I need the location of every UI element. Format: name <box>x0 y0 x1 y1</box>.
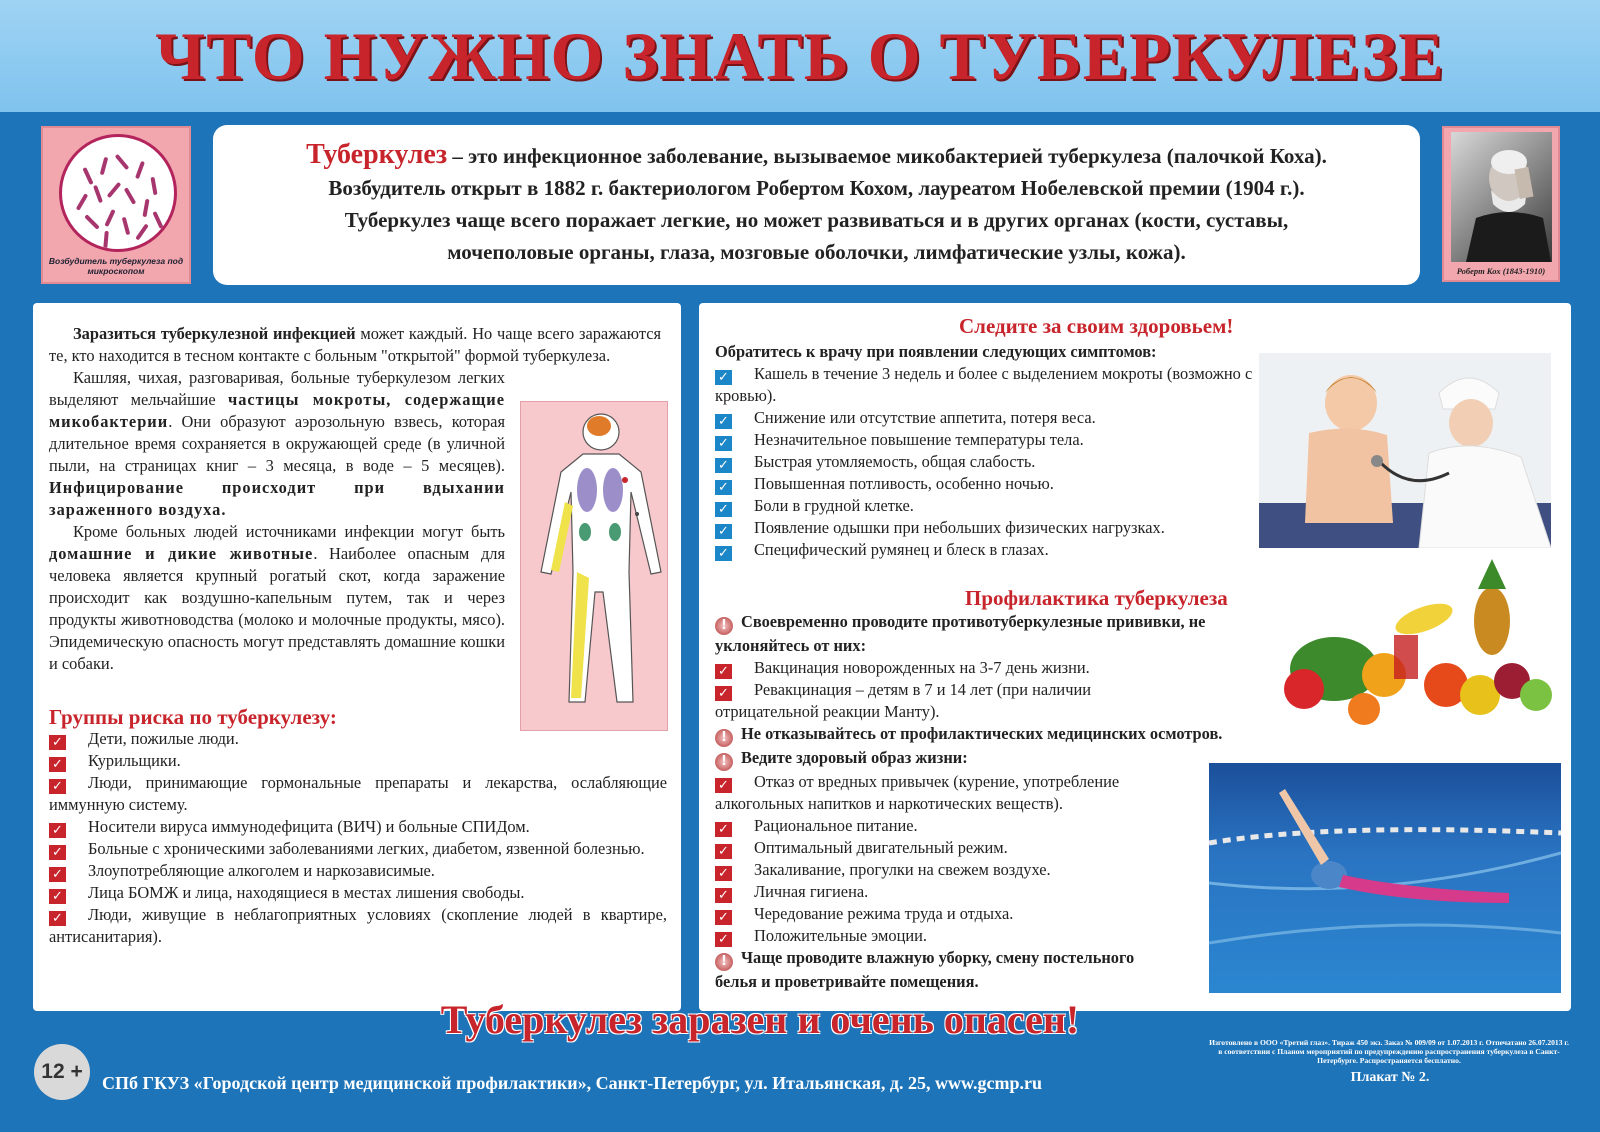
prevention-heading: Профилактика туберкулеза <box>965 586 1228 610</box>
lifestyle-item: ✓ Личная гигиена. <box>715 881 1275 903</box>
lifestyle-item: ✓ Оптимальный двигательный режим. <box>715 837 1275 859</box>
checkbox-icon: ✓ <box>49 911 66 926</box>
koch-caption: Роберт Кох (1843-1910) <box>1456 266 1546 276</box>
risk-item: ✓ Больные с хроническими заболеваниями легких, диабетом, язвенной болезнью. <box>49 838 667 860</box>
checkbox-icon: ✓ <box>715 524 732 539</box>
checkbox-icon: ✓ <box>715 910 732 925</box>
checkbox-icon: ✓ <box>49 889 66 904</box>
doctor-child-photo <box>1259 353 1551 548</box>
checkbox-icon: ✓ <box>715 414 732 429</box>
checkbox-icon: ✓ <box>715 932 732 947</box>
checkbox-icon: ✓ <box>715 866 732 881</box>
risk-item: ✓ Люди, живущие в неблагоприятных условиях (скопление людей в квартире, антисанитария). <box>49 905 667 946</box>
exclamation-icon: ! <box>715 729 733 747</box>
swimmer-photo <box>1209 763 1561 993</box>
transmission-panel <box>33 303 681 1011</box>
definition-term: Туберкулез <box>306 139 448 170</box>
checkbox-icon: ✓ <box>49 823 66 838</box>
koch-portrait-box <box>1442 126 1560 282</box>
symptom-item: ✓ Боли в грудной клетке. <box>715 495 1260 517</box>
page-title: ЧТО НУЖНО ЗНАТЬ О ТУБЕРКУЛЕЗЕ <box>155 17 1445 94</box>
checkbox-icon: ✓ <box>715 436 732 451</box>
footer-slogan: Туберкулез заразен и очень опасен! <box>440 997 1080 1042</box>
definition-line-1: Туберкулез – это инфекционное заболевание, вызываемое микобактерией туберкулеза (палочкой Коха). <box>306 139 1327 170</box>
print-info: Изготовлено в ООО «Третий глаз». Тираж 450 экз. Заказ № 009/09 от 1.07.2013 г. Отпечатано 26.07.2013 г. в соответствии с Планом мероприятий по предупреждению распространения туберкулеза в Санкт-Петербурге. Распространяется бесплатно. <box>1209 1038 1569 1065</box>
title-banner <box>0 0 1600 112</box>
exclamation-icon: ! <box>715 617 733 635</box>
risk-item: ✓ Люди, принимающие гормональные препараты и лекарства, ослабляющие иммунную систему. <box>49 773 667 814</box>
lifestyle-intro: ! Ведите здоровый образ жизни: <box>715 747 1275 771</box>
checkbox-icon: ✓ <box>715 822 732 837</box>
risk-item: ✓ Курильщики. <box>49 750 667 772</box>
risk-item: ✓ Злоупотребляющие алкоголем и наркозависимые. <box>49 860 667 882</box>
microscope-caption: Возбудитель туберкулеза под микроскопом <box>48 256 184 276</box>
microscope-image-box <box>41 126 191 284</box>
checkbox-icon: ✓ <box>49 845 66 860</box>
human-body-diagram <box>520 401 668 731</box>
checkbox-icon: ✓ <box>715 778 732 793</box>
checkbox-icon: ✓ <box>715 546 732 561</box>
definition-line-3: Туберкулез чаще всего поражает легкие, но может развиваться и в других органах (кости, суставы, <box>344 208 1289 232</box>
symptom-item: ✓ Незначительное повышение температуры тела. <box>715 429 1260 451</box>
risk-item: ✓ Носители вируса иммунодефицита (ВИЧ) и больные СПИДом. <box>49 816 667 838</box>
fruit-vegetables-photo <box>1274 559 1559 729</box>
risk-item: ✓ Лица БОМЖ и лица, находящиеся в местах лишения свободы. <box>49 882 667 904</box>
paragraph-transmission: Кашляя, чихая, разговаривая, больные туберкулезом легких выделяют мельчайшие частицы мокроты, содержащие микобактерии. Они образуют аэрозольную взвесь, которая длительное время сохраняется в окружающей среде (в уличной пыли, на страницах книг – 3 месяца, в воде – 5 месяцев). Инфицирование происходит при вдыхании зараженного воздуха. <box>49 368 506 519</box>
lifestyle-item: ✓ Закаливание, прогулки на свежем воздухе. <box>715 859 1275 881</box>
cleaning-line: ! Чаще проводите влажную уборку, смену постельного белья и проветривайте помещения. <box>715 948 1135 991</box>
poster-number: Плакат № 2. <box>1350 1070 1430 1085</box>
vaccination-item: ✓ Ревакцинация – детям в 7 и 14 лет (при наличии отрицательной реакции Манту). <box>715 680 1091 721</box>
symptom-item: ✓ Быстрая утомляемость, общая слабость. <box>715 451 1260 473</box>
checkbox-icon: ✓ <box>49 779 66 794</box>
lifestyle-item: ✓ Отказ от вредных привычек (курение, употребление алкогольных напитков и наркотических веществ). <box>715 772 1120 813</box>
definition-box <box>213 125 1420 285</box>
symptom-item: ✓ Снижение или отсутствие аппетита, потеря веса. <box>715 407 1260 429</box>
medical-exam-line: ! Не отказывайтесь от профилактических медицинских осмотров. <box>715 723 1275 747</box>
checkbox-icon: ✓ <box>715 480 732 495</box>
age-rating-badge: 12 + <box>34 1044 90 1100</box>
checkbox-icon: ✓ <box>715 664 732 679</box>
checkbox-icon: ✓ <box>715 458 732 473</box>
lifestyle-item: ✓ Чередование режима труда и отдыха. <box>715 903 1275 925</box>
exclamation-icon: ! <box>715 953 733 971</box>
symptom-item: ✓ Кашель в течение 3 недель и более с выделением мокроты (возможно с кровью). <box>715 364 1253 405</box>
paragraph-infection: Заразиться туберкулезной инфекцией может каждый. Но чаще всего заражаются те, кто находится в тесном контакте с больным "открытой" формой туберкулеза. <box>49 324 662 365</box>
definition-line-2: Возбудитель открыт в 1882 г. бактериологом Робертом Кохом, лауреатом Нобелевской премии (1904 г.). <box>328 176 1305 200</box>
paragraph-animals: Кроме больных людей источниками инфекции могут быть домашние и дикие животные. Наиболее опасным для человека является крупный рогатый скот, когда заражение происходит как воздушно-капельным путем, так и через продукты животноводства (молоко и молочные продукты, мясо). Эпидемическую опасность могут представлять домашние кошки и собаки. <box>49 522 505 673</box>
exclamation-icon: ! <box>715 753 733 771</box>
health-heading: Следите за своим здоровьем! <box>959 314 1234 338</box>
checkbox-icon: ✓ <box>49 757 66 772</box>
checkbox-icon: ✓ <box>715 844 732 859</box>
bacteria-micrograph <box>59 134 177 252</box>
checkbox-icon: ✓ <box>49 867 66 882</box>
vaccination-item: ✓ Вакцинация новорожденных на 3-7 день жизни. <box>715 657 1275 679</box>
lifestyle-item: ✓ Рациональное питание. <box>715 815 1275 837</box>
symptom-item: ✓ Повышенная потливость, особенно ночью. <box>715 473 1260 495</box>
checkbox-icon: ✓ <box>49 735 66 750</box>
koch-portrait <box>1451 132 1552 262</box>
risk-groups-heading: Группы риска по туберкулезу: <box>49 705 337 729</box>
organization-info: СПб ГКУЗ «Городской центр медицинской профилактики», Санкт-Петербург, ул. Итальянская, д. 25, www.gcmp.ru <box>102 1073 1043 1093</box>
checkbox-icon: ✓ <box>715 370 732 385</box>
health-panel <box>699 303 1571 1011</box>
risk-item: ✓ Дети, пожилые люди. <box>49 728 667 750</box>
checkbox-icon: ✓ <box>715 502 732 517</box>
vaccination-intro: ! Своевременно проводите противотуберкулезные прививки, не уклоняйтесь от них: <box>715 612 1206 655</box>
symptoms-intro: Обратитесь к врачу при появлении следующих симптомов: <box>715 342 1157 361</box>
lifestyle-item: ✓ Положительные эмоции. <box>715 925 1275 947</box>
symptom-item: ✓ Специфический румянец и блеск в глазах. <box>715 539 1260 561</box>
definition-line-4: мочеполовые органы, глаза, мозговые оболочки, лимфатические узлы, кожа). <box>447 240 1186 264</box>
symptom-item: ✓ Появление одышки при небольших физических нагрузках. <box>715 517 1260 539</box>
checkbox-icon: ✓ <box>715 888 732 903</box>
checkbox-icon: ✓ <box>715 686 732 701</box>
